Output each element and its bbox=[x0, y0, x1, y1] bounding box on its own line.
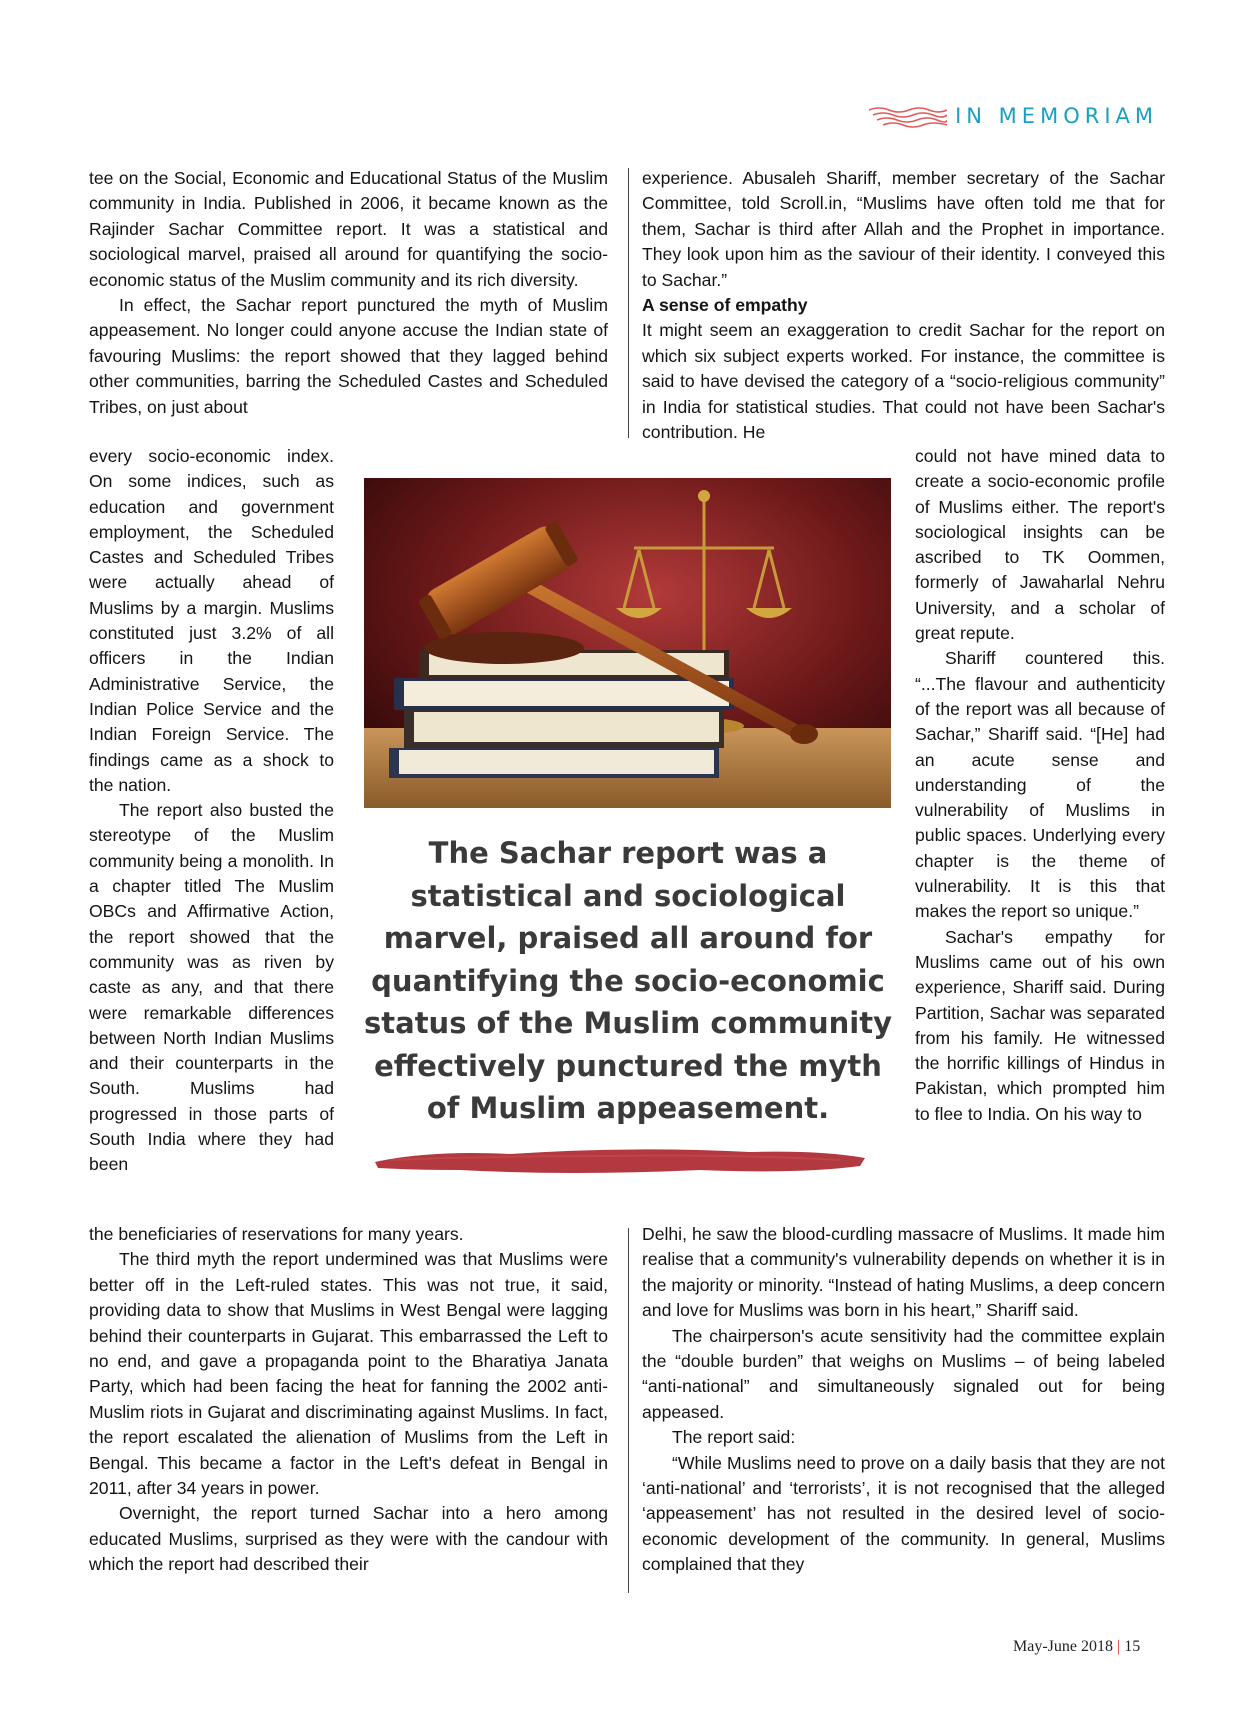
paragraph: The third myth the report undermined was that Muslims were better off in the Left-ruled states. This was not true, it said, providing data to show that Muslims in West Bengal were lagging behind their counterparts in Gujarat. This embarrassed the Left to no end, and gave a propaganda point to the Bharatiya Janata Party, which had been facing the heat for fanning the 2002 anti-Muslim riots in Gujarat and discriminating against Muslims. In fact, the report escalated the alienation of Muslims from the Left in Bengal. This became a factor in the Left's defeat in Bengal in 2011, after 34 years in power. bbox=[89, 1249, 608, 1499]
paragraph: experience. Abusaleh Shariff, member secretary of the Sachar Committee, told Scroll.in, “Muslims have often told me that for them, Sachar is third after Allah and the Prophet in importance. They look upon him as the saviour of their identity. I conveyed this to Sachar.” bbox=[642, 168, 1165, 290]
paragraph: Delhi, he saw the blood-curdling massacre of Muslims. It made him realise that a community's vulnerability depends on whether it is in the majority or minority. “Instead of hating Muslims, a deep concern and love for Muslims was born in his heart,” Shariff said. bbox=[642, 1224, 1165, 1321]
page-number: 15 bbox=[1124, 1638, 1141, 1655]
right-column-narrow bbox=[915, 444, 1165, 1127]
wave-lines-icon bbox=[869, 104, 947, 128]
pull-quote: The Sachar report was a statistical and sociological marvel, praised all around for quantifying the socio-economic status of the Muslim community effectively punctured the myth of Muslim appeasement. bbox=[364, 836, 892, 1125]
brush-stroke bbox=[370, 1140, 870, 1180]
left-column-bottom bbox=[89, 1222, 608, 1578]
paragraph: In effect, the Sachar report punctured the myth of Muslim appeasement. No longer could anyone accuse the Indian state of favouring Muslims: the report showed that they lagged behind other communities, barring the Scheduled Castes and Scheduled Tribes, on just about bbox=[89, 295, 608, 417]
gavel-books-scales-photo bbox=[364, 478, 891, 808]
paragraph: “While Muslims need to prove on a daily basis that they are not ‘anti-national’ and ‘terrorists’, it is not recognised that the alleged ‘appeasement’ has not resulted in the desired level of socio-economic development of the community. In general, Muslims complained that they bbox=[642, 1452, 1165, 1575]
paragraph: Overnight, the report turned Sachar into a hero among educated Muslims, surprised as they were with the candour with which the report had described their bbox=[89, 1503, 608, 1575]
subheading: A sense of empathy bbox=[642, 295, 808, 316]
footer-separator: | bbox=[1116, 1638, 1121, 1655]
issue-date: May-June 2018 bbox=[1013, 1638, 1113, 1655]
left-column-top bbox=[89, 166, 608, 420]
column-divider bbox=[628, 168, 629, 438]
paragraph: tee on the Social, Economic and Educational Status of the Muslim community in India. Published in 2006, it became known as the Rajinder Sachar Committee report. It was a statistical and sociological marvel, praised all around for quantifying the socio-economic status of the Muslim community and its rich diversity. bbox=[89, 168, 608, 290]
paragraph: The report said: bbox=[672, 1427, 796, 1448]
paragraph: the beneficiaries of reservations for many years. bbox=[89, 1224, 464, 1244]
paragraph: The report also busted the stereotype of the Muslim community being a monolith. In a chapter titled The Muslim OBCs and Affirmative Action, the report showed that the community was as riven by caste as any, and that there were remarkable differences between North Indian Muslims and their counterparts in the South. Muslims had progressed in those parts of South India where they had been bbox=[89, 800, 334, 1175]
paragraph: The chairperson's acute sensitivity had the committee explain the “double burden” that weighs on Muslims – of being labeled “anti-national” and simultaneously signaled out for being appeased. bbox=[642, 1325, 1165, 1422]
paragraph: It might seem an exaggeration to credit Sachar for the report on which six subject experts worked. For instance, the committee is said to have devised the category of a “socio-religious community” in India for statistical studies. That could not have been Sachar's contribution. He bbox=[642, 320, 1165, 443]
column-divider bbox=[628, 1228, 629, 1593]
paragraph: Shariff countered this. “...The flavour and authenticity of the report was all because of Sachar,” Shariff said. “[He] had an acute sense and understanding of the vulnerability of Muslims in public spaces. Underlying every chapter is the theme of vulnerability. It is this that makes the report so unique.” bbox=[915, 648, 1165, 922]
left-column-narrow bbox=[89, 444, 334, 1178]
paragraph: could not have mined data to create a socio-economic profile of Muslims either. The report's sociological insights can be ascribed to TK Oommen, formerly of Jawaharlal Nehru University, and a scholar of great repute. bbox=[915, 446, 1165, 644]
right-column-top bbox=[642, 166, 1165, 445]
page-footer bbox=[1013, 1638, 1140, 1656]
right-column-bottom bbox=[642, 1222, 1165, 1578]
paragraph: every socio-economic index. On some indices, such as education and government employment, the Scheduled Castes and Scheduled Tribes were actually ahead of Muslims by a margin. Muslims constituted just 3.2% of all officers in the Indian Administrative Service, the Indian Police Service and the Indian Foreign Service. The findings came as a shock to the nation. bbox=[89, 446, 334, 795]
section-header bbox=[869, 104, 1158, 128]
paragraph: Sachar's empathy for Muslims came out of his own experience, Shariff said. During Partition, Sachar was separated from his family. He witnessed the horrific killings of Hindus in Pakistan, which prompted him to flee to India. On his way to bbox=[915, 926, 1165, 1124]
section-title: IN MEMORIAM bbox=[955, 104, 1158, 128]
